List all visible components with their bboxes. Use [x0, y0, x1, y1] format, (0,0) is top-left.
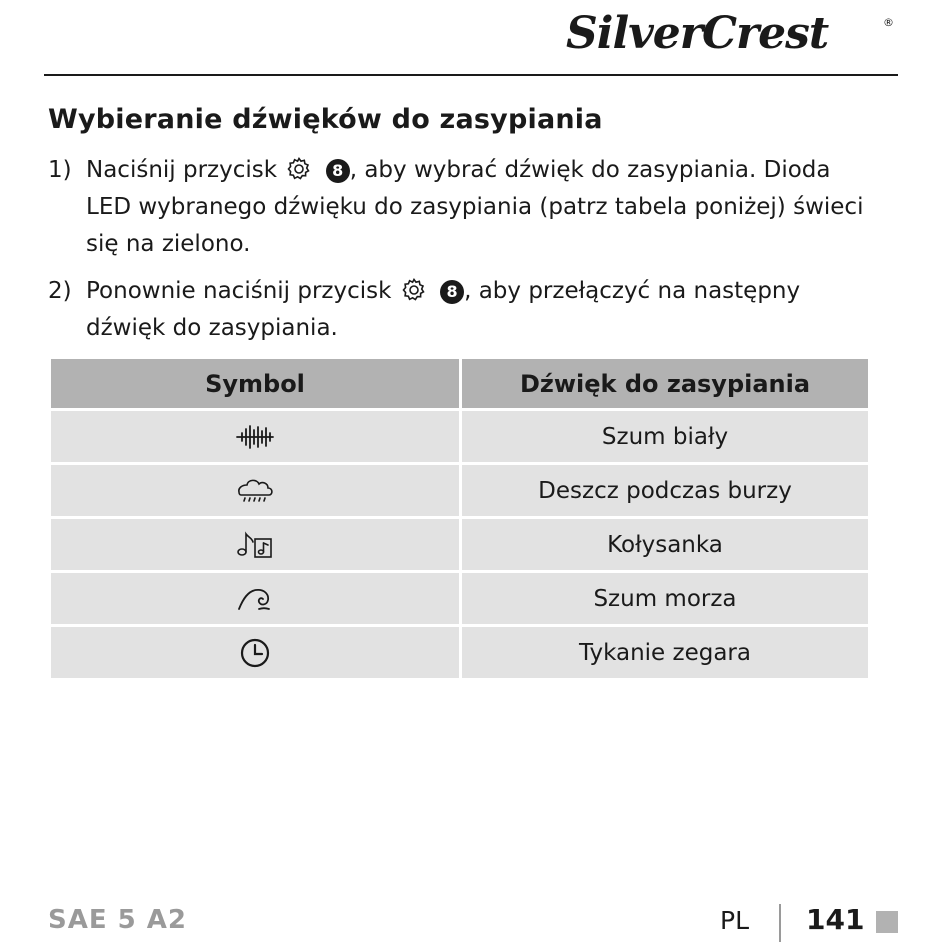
step-text-start: Ponownie naciśnij przycisk: [86, 278, 392, 304]
table-row: [51, 573, 868, 624]
symbol-cell: [51, 573, 459, 624]
step-text-end: , aby przełączyć na następny dźwięk do zasypiania.: [86, 278, 801, 341]
table-header-symbol: Symbol: [51, 359, 459, 408]
step-number: 2): [48, 278, 72, 304]
sound-name-cell: Szum morza: [462, 573, 868, 624]
sleep-sounds-table: [48, 356, 871, 681]
table-row: [51, 465, 868, 516]
footer-separator: [779, 904, 781, 942]
button-number-badge: 8: [440, 280, 464, 304]
table-row: [51, 519, 868, 570]
sound-name-cell: Tykanie zegara: [462, 627, 868, 678]
language-code: PL: [720, 906, 750, 935]
brand-logo: [566, 4, 896, 64]
rain-cloud-icon: [235, 477, 275, 505]
table-row: [51, 627, 868, 678]
step-number: 1): [48, 157, 72, 183]
symbol-cell: [51, 627, 459, 678]
instruction-steps: [48, 152, 878, 357]
table-header-sound: Dźwięk do zasypiania: [462, 359, 868, 408]
wave-icon: [235, 585, 275, 613]
symbol-cell: [51, 519, 459, 570]
step-2: [48, 273, 878, 347]
page-number: 141: [806, 903, 865, 936]
section-title: Wybieranie dźwięków do zasypiania: [48, 104, 603, 135]
music-notes-icon: [235, 530, 275, 560]
table-row: [51, 411, 868, 462]
model-number: SAE 5 A2: [48, 905, 188, 935]
button-number-badge: 8: [326, 159, 350, 183]
clock-icon: [239, 637, 271, 669]
white-noise-icon: [235, 424, 275, 450]
table-header-row: [51, 359, 868, 408]
header-rule: [44, 74, 898, 76]
registered-mark: ®: [883, 16, 894, 29]
step-text-start: Naciśnij przycisk: [86, 157, 278, 183]
gear-icon: [401, 277, 427, 303]
brand-logo-text: SilverCrest: [566, 8, 829, 59]
gear-icon: [286, 156, 312, 182]
sound-name-cell: Szum biały: [462, 411, 868, 462]
step-text-end: , aby wybrać dźwięk do zasypiania. Dioda LED wybranego dźwięku do zasypiania (patrz tabela poniżej) świeci się na zielono.: [86, 157, 864, 257]
symbol-cell: [51, 411, 459, 462]
sound-name-cell: Deszcz podczas burzy: [462, 465, 868, 516]
symbol-cell: [51, 465, 459, 516]
footer-square-icon: [876, 911, 898, 933]
step-1: [48, 152, 878, 263]
sound-name-cell: Kołysanka: [462, 519, 868, 570]
